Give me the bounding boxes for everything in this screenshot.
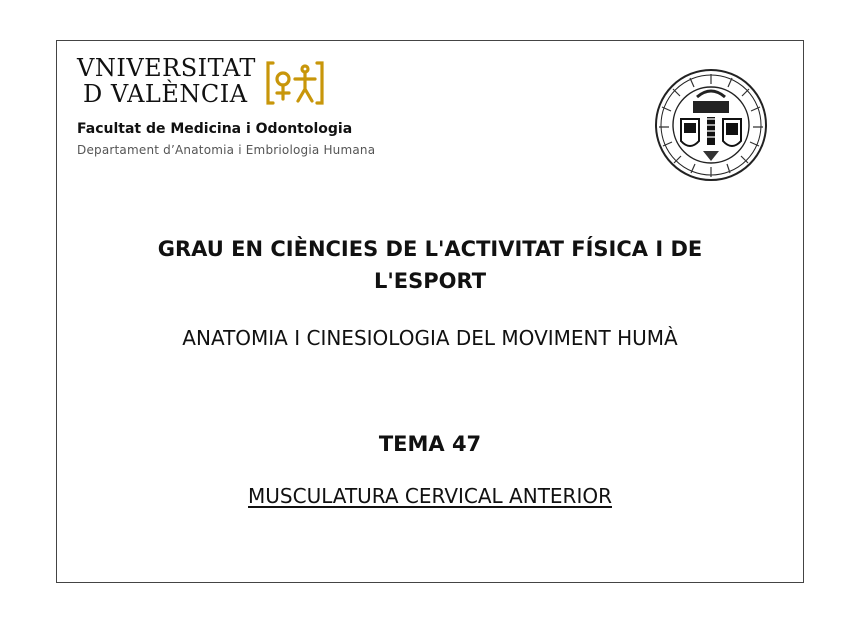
university-name-line2: D VALÈNCIA xyxy=(83,80,248,108)
university-seal-icon xyxy=(653,67,769,183)
faculty-name: Facultat de Medicina i Odontologia xyxy=(77,121,353,137)
subject-title: ANATOMIA I CINESIOLOGIA DEL MOVIMENT HUMÀ xyxy=(182,326,678,350)
university-name-line1: VNIVERSITAT xyxy=(77,54,256,82)
title-slide xyxy=(56,40,804,583)
topic-number: TEMA 47 xyxy=(378,432,482,456)
university-logo-block xyxy=(77,55,375,157)
university-mark-icon xyxy=(265,59,325,107)
topic-title xyxy=(57,482,803,510)
department-name: Departament d’Anatomia i Embriologia Humana xyxy=(77,143,376,157)
degree-title: GRAU EN CIÈNCIES DE L'ACTIVITAT FÍSICA I DE L'ESPORT xyxy=(157,237,703,293)
topic-title-text: MUSCULATURA CERVICAL ANTERIOR xyxy=(248,484,612,508)
